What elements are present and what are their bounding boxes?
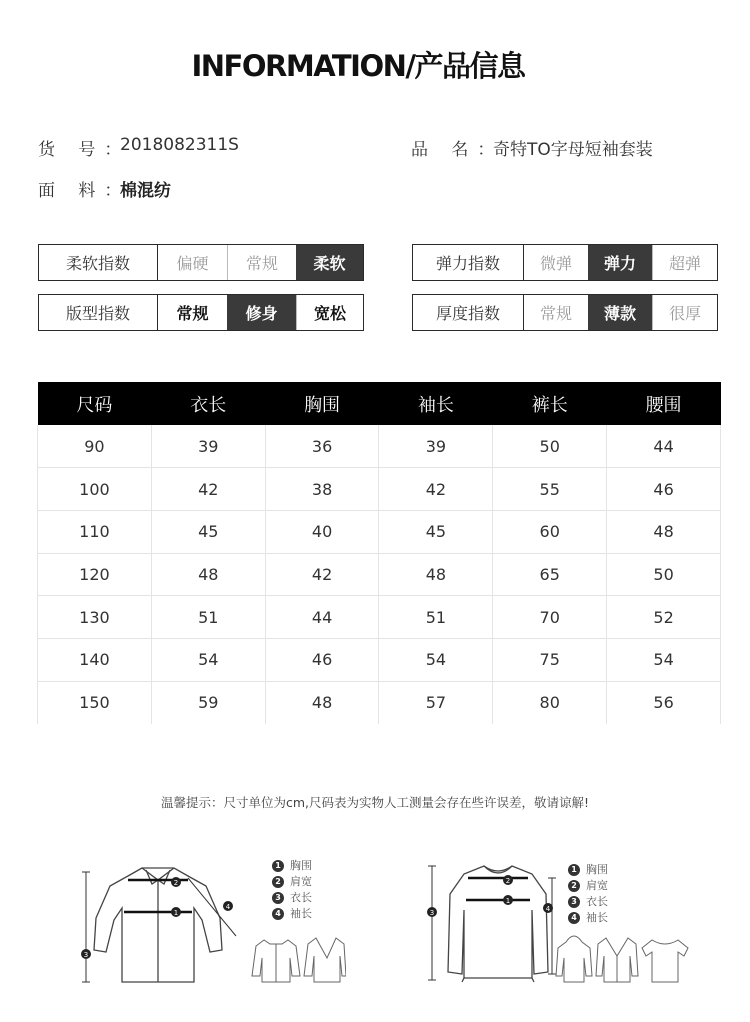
item-number-row [38,135,338,160]
table-row [38,468,721,511]
table-row [38,425,721,468]
marker-4-text: 4 [225,903,231,911]
softness-index [38,244,364,281]
table-cell: 100 [38,468,152,511]
elasticity-index-name: 弹力指数 [413,245,524,280]
table-cell: 38 [265,468,379,511]
table-cell: 65 [493,553,607,596]
table-cell: 55 [493,468,607,511]
size-table [37,382,721,724]
header-sleeve: 袖长 [379,382,493,425]
product-name-label: 品 名： [411,140,504,160]
jacket-icon [252,940,300,982]
fit-option-slim-selected: 修身 [227,295,296,330]
table-cell: 40 [265,510,379,553]
legend-item: 4 袖长 [568,910,608,926]
table-cell: 51 [379,596,493,639]
table-cell: 45 [151,510,265,553]
table-cell: 57 [379,681,493,724]
table-cell: 48 [151,553,265,596]
thickness-option-thick: 很厚 [652,295,717,330]
legend-item: 2 肩宽 [568,878,608,894]
fit-option-regular: 常规 [176,304,209,323]
legend-item: 3 衣长 [568,894,608,910]
header-waist: 腰围 [607,382,721,425]
table-cell: 75 [493,638,607,681]
table-cell: 42 [151,468,265,511]
elasticity-option-super: 超弹 [652,245,717,280]
fabric-row [38,176,338,201]
marker-4-text: 4 [545,905,551,913]
table-cell: 51 [151,596,265,639]
marker-3-text: 3 [83,951,89,959]
softness-index-name: 柔软指数 [39,245,158,280]
header-length: 衣长 [151,382,265,425]
table-cell: 130 [38,596,152,639]
table-row [38,681,721,724]
product-name-value: 奇特TO字母短袖套装 [493,140,653,160]
fit-index-name: 版型指数 [39,295,158,330]
table-cell: 50 [607,553,721,596]
header-chest: 胸围 [265,382,379,425]
table-cell: 48 [607,510,721,553]
size-tip-note: 温馨提示：尺寸单位为cm,尺码表为实物人工测量会存在些许误差，敬请谅解! [160,795,590,810]
table-cell: 39 [379,425,493,468]
size-table-header [38,382,721,425]
table-row [38,510,721,553]
table-cell: 36 [265,425,379,468]
legend-item: 4 袖长 [272,906,312,922]
table-cell: 52 [607,596,721,639]
sweater-measurement-diagram [424,858,694,990]
page-title: INFORMATION/产品信息 [191,49,525,83]
marker-2-text: 2 [173,879,179,887]
thickness-option-thin-selected: 薄款 [588,295,652,330]
table-cell: 90 [38,425,152,468]
table-row [38,638,721,681]
thickness-option-regular: 常规 [539,304,572,323]
table-cell: 44 [265,596,379,639]
table-cell: 80 [493,681,607,724]
cardigan-icon [596,938,638,982]
table-cell: 54 [151,638,265,681]
elasticity-option-elastic-selected: 弹力 [588,245,652,280]
table-cell: 50 [493,425,607,468]
table-cell: 46 [607,468,721,511]
elasticity-option-slight: 微弹 [539,254,572,273]
thickness-index-name: 厚度指数 [413,295,524,330]
table-cell: 48 [265,681,379,724]
thickness-index [412,294,718,331]
softness-option-soft-selected: 柔软 [296,245,363,280]
table-cell: 48 [379,553,493,596]
table-cell: 150 [38,681,152,724]
legend-item: 1 胸围 [568,862,608,878]
table-cell: 42 [379,468,493,511]
header-pants-length: 裤长 [493,382,607,425]
table-cell: 60 [493,510,607,553]
table-cell: 120 [38,553,152,596]
table-cell: 44 [607,425,721,468]
table-cell: 56 [607,681,721,724]
table-cell: 45 [379,510,493,553]
marker-2-text: 2 [505,877,511,885]
table-row [38,596,721,639]
blazer-icon [304,938,346,982]
softness-option-normal: 常规 [227,245,296,280]
table-cell: 42 [265,553,379,596]
legend-item: 2 肩宽 [272,874,312,890]
table-cell: 39 [151,425,265,468]
table-cell: 110 [38,510,152,553]
fit-option-loose: 宽松 [296,295,363,330]
header-size: 尺码 [38,382,152,425]
legend-right [568,862,608,926]
table-row [38,553,721,596]
table-cell: 59 [151,681,265,724]
marker-1-text: 1 [173,909,179,917]
product-name-row [411,135,711,160]
diagram-markers-right [427,875,553,917]
legend-item: 3 衣长 [272,890,312,906]
tshirt-icon [642,940,688,982]
marker-3-text: 3 [429,909,435,917]
diagram-markers-left [81,877,233,959]
item-number-value: 2018082311S [120,135,239,155]
table-cell: 70 [493,596,607,639]
table-cell: 54 [607,638,721,681]
table-cell: 46 [265,638,379,681]
softness-option-hard: 偏硬 [176,254,209,273]
fabric-value: 棉混纺 [120,181,171,201]
legend-item: 1 胸围 [272,858,312,874]
marker-1-text: 1 [505,897,511,905]
fit-index [38,294,364,331]
hoodie-icon [556,936,592,982]
fabric-label: 面 料： [38,181,131,201]
legend-left [272,858,312,922]
elasticity-index [412,244,718,281]
table-cell: 54 [379,638,493,681]
table-cell: 140 [38,638,152,681]
item-number-label: 货 号： [38,140,131,160]
